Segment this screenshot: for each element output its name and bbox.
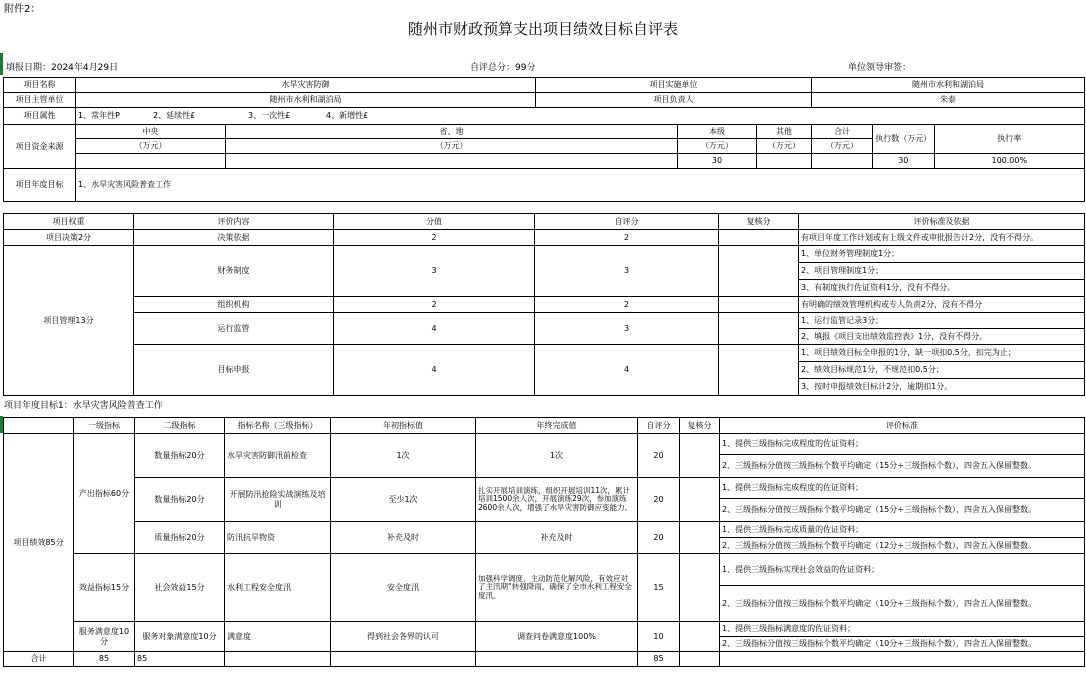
- indicator-self-score[interactable]: 10: [638, 622, 680, 652]
- weight-score[interactable]: 4: [334, 345, 535, 396]
- attr-options[interactable]: [76, 108, 1085, 125]
- indicator-initial[interactable]: 至少1次: [331, 478, 476, 522]
- satisfaction-label: 服务满意度10分: [74, 622, 135, 652]
- benefit-label: 效益指标15分: [74, 554, 135, 622]
- indicator-criteria: 2、三级指标分值按三级指标个数平均确定（15分÷三级指标个数），四舍五入保留整数。: [720, 455, 1085, 478]
- attr-option[interactable]: 1、常年性P: [78, 111, 120, 121]
- funding-executed-value[interactable]: 30: [873, 154, 934, 168]
- indicator-header: 评价标准: [720, 418, 1085, 434]
- indicator-review-score[interactable]: [680, 522, 720, 554]
- indicator-final[interactable]: 加强科学调度，主动防范化解风险，有效应对了主汛期“转强降雨，确保了全市水利工程安全度汛。: [476, 554, 638, 622]
- weight-self-score[interactable]: 3: [535, 313, 719, 345]
- output-label: 产出指标60分: [74, 434, 135, 554]
- indicator-name: 开展防汛抢险实战演练及培训: [225, 478, 331, 522]
- weight-criteria: 3、有制度执行佐证资料1分，没有不得分。: [799, 280, 1085, 297]
- funding-header-province: 省、地: [226, 125, 678, 139]
- indicator-l2: 服务对象满意度10分: [135, 622, 225, 652]
- page-title: 随州市财政预算支出项目绩效目标自评表: [407, 20, 678, 38]
- weight-content: 目标申报: [134, 345, 334, 396]
- dept-value[interactable]: 随州市水利和湖泊局: [76, 93, 536, 108]
- funding-unit: （万元）: [757, 139, 812, 154]
- indicator-criteria: 2、三级指标分值按三级指标个数平均确定（10分÷三级指标个数），四舍五入保留整数。: [720, 586, 1085, 622]
- weight-criteria: 2、项目管理制度1分；: [799, 263, 1085, 280]
- indicator-header: 指标名称（三级指标）: [225, 418, 331, 434]
- weight-criteria: 2、绩效目标规范1分，不规范扣0.5分；: [799, 362, 1085, 379]
- weights-table: [3, 213, 1085, 396]
- attr-label: 项目属性: [4, 108, 76, 125]
- project-name-value[interactable]: 水旱灾害防御: [76, 78, 536, 93]
- weight-criteria: 2、填报《项目支出绩效监控表》1分，没有不得分。: [799, 329, 1085, 345]
- funding-total-value[interactable]: [812, 154, 873, 169]
- annex-label: 附件2：: [4, 4, 41, 15]
- indicator-header: 复核分: [680, 418, 720, 434]
- weight-criteria: 1、运行监管记录3分；: [799, 313, 1085, 329]
- indicator-header: 年初指标值: [331, 418, 476, 434]
- goal-section-title: 项目年度目标1：水旱灾害风险普查工作: [4, 401, 163, 411]
- funding-label: 项目资金来源: [4, 125, 76, 169]
- fill-date: 填报日期：2024年4月29日: [6, 63, 119, 73]
- indicator-self-score[interactable]: 15: [638, 554, 680, 622]
- funding-header-other: 其他: [757, 125, 812, 139]
- indicator-final[interactable]: 1次: [476, 434, 638, 478]
- indicator-header: 自评分: [638, 418, 680, 434]
- funding-central-value[interactable]: [76, 154, 226, 169]
- attr-option[interactable]: 3、一次性£: [248, 111, 291, 121]
- annual-goal-value[interactable]: 1、水旱灾害风险普查工作: [76, 169, 1085, 202]
- indicator-table: [3, 417, 1085, 667]
- indicator-self-score[interactable]: 20: [638, 478, 680, 522]
- indicator-initial[interactable]: 得到社会各界的认可: [331, 622, 476, 652]
- weight-self-score[interactable]: 2: [535, 297, 719, 313]
- annual-goal-label: 项目年度目标: [4, 169, 76, 202]
- weight-content: 运行监管: [134, 313, 334, 345]
- weight-review-score[interactable]: [719, 230, 799, 246]
- indicator-name: 水利工程安全度汛: [225, 554, 331, 622]
- leader-sign: 单位领导审签：: [848, 63, 912, 73]
- indicator-name: 水旱灾害防御汛前检查: [225, 434, 331, 478]
- indicator-criteria: 1、提供三级指标满意度的佐证资料；: [720, 622, 1085, 637]
- weights-header: 评价内容: [134, 214, 334, 230]
- indicator-l2: 质量指标20分: [135, 522, 225, 554]
- project-info-table: [3, 77, 1085, 202]
- funding-other-value[interactable]: [757, 154, 812, 169]
- blank-cell: [680, 652, 720, 667]
- funding-unit: （万元）: [812, 139, 873, 154]
- funding-header-total: 合计: [812, 125, 873, 139]
- total-label: 合计: [4, 652, 74, 667]
- weight-criteria: 1、项目绩效目标全申报的1分，缺一项扣0.5分，扣完为止；: [799, 345, 1085, 362]
- blank-cell: [225, 652, 331, 667]
- indicator-criteria: 2、三级指标分值按三级指标个数平均确定（12分÷三级指标个数），四舍五入保留整数。: [720, 538, 1085, 554]
- indicator-review-score[interactable]: [680, 554, 720, 622]
- weight-score[interactable]: 2: [334, 297, 535, 313]
- funding-unit: （万元）: [678, 139, 757, 154]
- impl-unit-label: 项目实施单位: [536, 78, 812, 93]
- weight-self-score[interactable]: 4: [535, 345, 719, 396]
- attr-option[interactable]: 2、延续性£: [153, 111, 196, 121]
- weight-review-score[interactable]: [719, 246, 799, 297]
- selection-marker: [0, 53, 3, 75]
- weight-content: 决策依据: [134, 230, 334, 246]
- weight-score[interactable]: 3: [334, 246, 535, 297]
- indicator-header: 年终完成值: [476, 418, 638, 434]
- indicator-l2: 数量指标20分: [135, 478, 225, 522]
- indicator-l2: 社会效益15分: [135, 554, 225, 622]
- indicator-review-score[interactable]: [680, 478, 720, 522]
- indicator-initial[interactable]: 安全度汛: [331, 554, 476, 622]
- weights-header: 自评分: [535, 214, 719, 230]
- funding-unit: （万元）: [76, 139, 226, 154]
- indicator-initial[interactable]: 1次: [331, 434, 476, 478]
- weight-review-score[interactable]: [719, 297, 799, 313]
- owner-value[interactable]: 朱泰: [812, 93, 1085, 108]
- blank-cell: [331, 652, 476, 667]
- weights-header: 分值: [334, 214, 535, 230]
- funding-unit: （万元）: [226, 139, 678, 154]
- indicator-final[interactable]: 扎实开展培训演练，组织开展培训11次，累计培训1500余人次，开展演练29次，参加演练2600余人次，增强了水旱灾害防御应变能力。: [476, 478, 638, 522]
- blank-cell: [4, 418, 74, 434]
- weight-content: 组织机构: [134, 297, 334, 313]
- decision-label: 项目决策2分: [4, 230, 134, 246]
- attr-option[interactable]: 4、新增性£: [326, 111, 369, 121]
- funding-province-value[interactable]: [226, 154, 678, 169]
- indicator-criteria: 1、提供三级指标实现社会效益的佐证资料；: [720, 554, 1085, 586]
- weights-header: 复核分: [719, 214, 799, 230]
- indicator-l2: 数量指标20分: [135, 434, 225, 478]
- impl-unit-value[interactable]: 随州市水利和湖泊局: [812, 78, 1085, 93]
- indicator-self-score[interactable]: 20: [638, 434, 680, 478]
- blank-cell: [720, 652, 1085, 667]
- weights-header: 项目权重: [4, 214, 134, 230]
- indicator-name: 满意度: [225, 622, 331, 652]
- weight-review-score[interactable]: [719, 313, 799, 345]
- funding-local-value[interactable]: 30: [678, 154, 757, 169]
- indicator-criteria: 1、提供三级指标完成程度的佐证资料；: [720, 434, 1085, 455]
- weights-header: 评价标准及依据: [799, 214, 1085, 230]
- indicator-header: 一级指标: [74, 418, 135, 434]
- indicator-header: 二级指标: [135, 418, 225, 434]
- weight-criteria: 3、按时申报绩效目标计2分，逾期扣1分。: [799, 379, 1085, 396]
- indicator-criteria: 1、提供三级指标完成程度的佐证资料；: [720, 478, 1085, 499]
- indicator-initial[interactable]: 补充及时: [331, 522, 476, 554]
- total-l1: 85: [74, 652, 135, 667]
- indicator-criteria: 2、三级指标分值按三级指标个数平均确定（10分÷三级指标个数），四舍五入保留整数。: [720, 637, 1085, 652]
- indicator-criteria: 2、三级指标分值按三级指标个数平均确定（15分÷三级指标个数），四舍五入保留整数。: [720, 499, 1085, 522]
- weight-score[interactable]: 4: [334, 313, 535, 345]
- indicator-review-score[interactable]: [680, 622, 720, 652]
- weight-criteria: 有明确的绩效管理机构或专人负责2分，没有不得分: [799, 297, 1085, 313]
- total-score: 自评总分：99分: [470, 63, 536, 73]
- dept-label: 项目主管单位: [4, 93, 76, 108]
- funding-header-local: 本级: [678, 125, 757, 139]
- total-self-score: 85: [638, 652, 680, 667]
- weight-score[interactable]: 2: [334, 230, 535, 246]
- weight-criteria: 1、单位财务管理制度1分；: [799, 246, 1085, 263]
- weight-self-score[interactable]: 2: [535, 230, 719, 246]
- funding-header-rate: 执行率: [997, 134, 1022, 144]
- indicator-self-score[interactable]: 20: [638, 522, 680, 554]
- indicator-review-score[interactable]: [680, 434, 720, 478]
- blank-cell: [476, 652, 638, 667]
- indicator-criteria: 1、提供三级指标完成质量的佐证资料；: [720, 522, 1085, 538]
- total-l2: 85: [135, 652, 225, 667]
- indicator-final[interactable]: 补充及时: [476, 522, 638, 554]
- funding-header-executed: 执行数（万元）: [873, 125, 934, 153]
- weight-criteria: 有项目年度工作计划或有上级文件或审批报告计2分，没有不得分。: [799, 230, 1085, 246]
- perf-label: 项目绩效85分: [4, 434, 74, 652]
- owner-label: 项目负责人: [536, 93, 812, 108]
- weight-content: 财务制度: [134, 246, 334, 297]
- project-name-label: 项目名称: [4, 78, 76, 93]
- funding-rate-value[interactable]: 100.00%: [991, 156, 1028, 166]
- weight-review-score[interactable]: [719, 345, 799, 396]
- funding-header-central: 中央: [76, 125, 226, 139]
- indicator-final[interactable]: 调查问卷满意度100%: [476, 622, 638, 652]
- management-label: 项目管理13分: [4, 246, 134, 396]
- weight-self-score[interactable]: 3: [535, 246, 719, 297]
- indicator-name: 防汛抗旱物资: [225, 522, 331, 554]
